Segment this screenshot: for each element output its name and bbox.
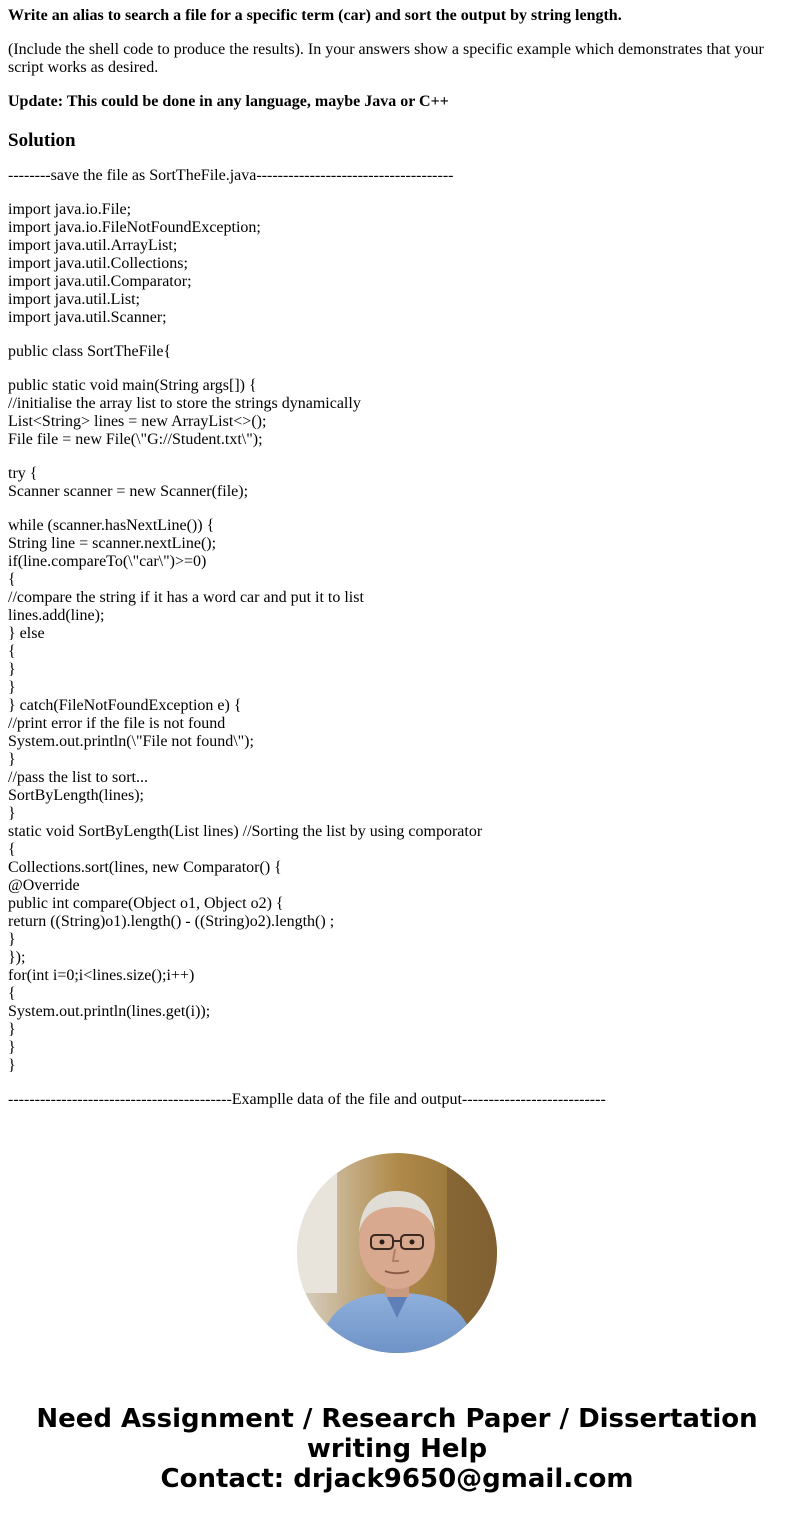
code-line: //initialise the array list to store the strings dynamically — [8, 395, 361, 412]
save-file-note: --------save the file as SortTheFile.java------------------------------------- — [8, 167, 454, 184]
solution-heading: Solution — [8, 130, 76, 151]
code-line: while (scanner.hasNextLine()) { — [8, 517, 215, 534]
code-line: System.out.println(lines.get(i)); — [8, 1003, 211, 1020]
code-line: } — [8, 1021, 16, 1038]
document-content — [8, 7, 786, 1125]
footer-line-2: writing Help — [306, 1434, 488, 1464]
code-line: Scanner scanner = new Scanner(file); — [8, 483, 249, 500]
code-line: lines.add(line); — [8, 607, 105, 624]
footer-contact-line: Contact: drjack9650@gmail.com — [160, 1464, 634, 1494]
code-line: @Override — [8, 877, 80, 894]
portrait-image — [297, 1153, 497, 1353]
footer-contact — [0, 1404, 794, 1494]
code-line: } catch(FileNotFoundException e) { — [8, 697, 242, 714]
code-line: } — [8, 661, 16, 678]
code-line: //print error if the file is not found — [8, 715, 226, 732]
code-line: } — [8, 931, 16, 948]
code-line: import java.util.Scanner; — [8, 309, 167, 326]
code-line: System.out.println(\"File not found\"); — [8, 733, 254, 750]
code-line: public class SortTheFile{ — [8, 343, 172, 360]
code-line: List<String> lines = new ArrayList<>(); — [8, 413, 267, 430]
code-line: } — [8, 1039, 16, 1056]
code-line: { — [8, 643, 16, 660]
code-line: { — [8, 571, 16, 588]
code-line: SortByLength(lines); — [8, 787, 144, 804]
code-line: String line = scanner.nextLine(); — [8, 535, 217, 552]
code-line: { — [8, 985, 16, 1002]
code-line: Collections.sort(lines, new Comparator() { — [8, 859, 282, 876]
code-line: } else — [8, 625, 45, 642]
code-block — [8, 465, 786, 501]
example-data-note: ------------------------------------------Examplle data of the file and output--------------------------- — [8, 1091, 606, 1108]
code-line: } — [8, 751, 16, 768]
code-block — [8, 377, 786, 449]
question-body: (Include the shell code to produce the results). In your answers show a specific example which demonstrates that your script works as desired. — [8, 41, 764, 76]
code-line: }); — [8, 949, 26, 966]
code-block — [8, 517, 786, 1075]
question-update: Update: This could be done in any language, maybe Java or C++ — [8, 93, 449, 110]
code-line: public int compare(Object o1, Object o2) { — [8, 895, 284, 912]
code-line: for(int i=0;i<lines.size();i++) — [8, 967, 195, 984]
code-line: } — [8, 1057, 16, 1074]
code-line: import java.util.ArrayList; — [8, 237, 178, 254]
code-listing — [8, 201, 786, 1075]
code-line: import java.io.FileNotFoundException; — [8, 219, 261, 236]
code-line: import java.io.File; — [8, 201, 132, 218]
code-line: import java.util.List; — [8, 291, 140, 308]
code-line: try { — [8, 465, 38, 482]
code-block — [8, 201, 786, 327]
code-line: //compare the string if it has a word car and put it to list — [8, 589, 364, 606]
code-line: } — [8, 679, 16, 696]
code-line: return ((String)o1).length() - ((String)o2).length() ; — [8, 913, 335, 930]
footer-line-1: Need Assignment / Research Paper / Dissertation — [36, 1404, 758, 1434]
code-line: { — [8, 841, 16, 858]
code-line: File file = new File(\"G://Student.txt\"); — [8, 431, 263, 448]
code-block — [8, 343, 786, 361]
code-line: public static void main(String args[]) { — [8, 377, 257, 394]
code-line: } — [8, 805, 16, 822]
code-line: import java.util.Collections; — [8, 255, 188, 272]
question-title: Write an alias to search a file for a specific term (car) and sort the output by string length. — [8, 7, 622, 24]
code-line: import java.util.Comparator; — [8, 273, 192, 290]
code-line: //pass the list to sort... — [8, 769, 148, 786]
code-line: if(line.compareTo(\"car\")>=0) — [8, 553, 207, 570]
code-line: static void SortByLength(List lines) //Sorting the list by using comporator — [8, 823, 483, 840]
author-portrait — [297, 1153, 497, 1353]
